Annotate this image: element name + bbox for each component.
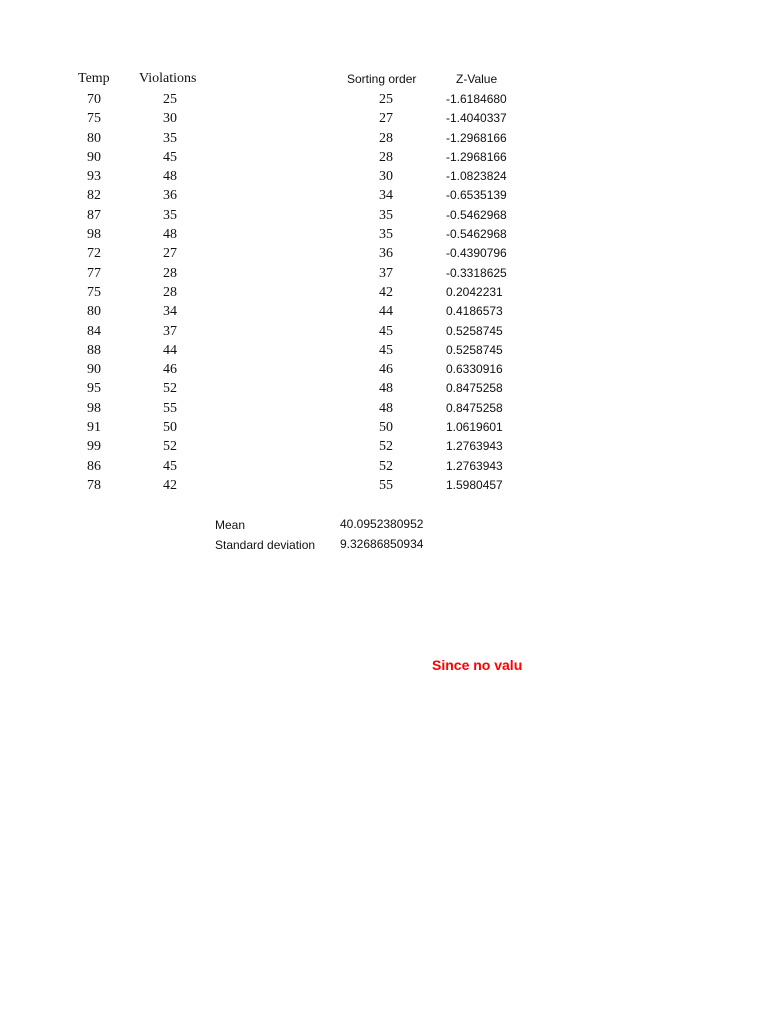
violations-cell: 27	[163, 246, 177, 262]
z-value-cell: 1.2763943	[446, 439, 503, 454]
violations-cell: 52	[163, 439, 177, 455]
violations-cell: 25	[163, 92, 177, 107]
temp-cell: 93	[87, 169, 101, 185]
z-value-cell: 0.2042231	[446, 284, 503, 299]
temp-cell: 99	[87, 439, 101, 455]
z-value-cell: 0.5258745	[446, 323, 503, 338]
sorting-order-cell: 36	[379, 246, 393, 262]
mean-label: Mean	[215, 518, 246, 532]
violations-cell: 45	[163, 149, 177, 165]
temp-column	[80, 90, 108, 495]
temp-cell: 87	[87, 207, 101, 223]
sorting-order-cell: 45	[379, 323, 393, 339]
temp-cell: 80	[87, 304, 101, 320]
temp-cell: 90	[87, 362, 101, 378]
sorting-order-cell: 27	[379, 111, 393, 127]
z-value-cell: 0.6330916	[446, 362, 503, 377]
violations-cell: 44	[163, 342, 177, 358]
sorting-order-cell: 42	[379, 284, 393, 300]
temp-cell: 77	[87, 265, 101, 281]
violations-cell: 34	[163, 304, 177, 320]
violations-cell: 55	[163, 400, 177, 416]
violations-cell: 48	[163, 169, 177, 185]
sorting-order-column	[374, 90, 398, 495]
temp-cell: 70	[87, 92, 101, 107]
temp-cell: 80	[87, 130, 101, 146]
sorting-order-cell: 48	[379, 400, 393, 416]
temp-cell: 91	[87, 420, 101, 436]
z-value-cell: 0.4186573	[446, 304, 503, 319]
violations-column	[158, 90, 182, 495]
sorting-order-cell: 52	[379, 458, 393, 474]
z-value-cell: -0.3318625	[446, 265, 507, 280]
sorting-order-cell: 44	[379, 304, 393, 320]
sorting-order-cell: 55	[379, 477, 393, 493]
violations-cell: 48	[163, 227, 177, 243]
temp-cell: 75	[87, 284, 101, 300]
temp-cell: 95	[87, 381, 101, 397]
sorting-order-cell: 28	[379, 130, 393, 146]
temp-cell: 72	[87, 246, 101, 262]
z-value-cell: 1.2763943	[446, 458, 503, 473]
violations-cell: 30	[163, 111, 177, 127]
header-z-value: Z-Value	[456, 72, 498, 86]
standard-deviation-label: Standard deviation	[215, 538, 316, 552]
standard-deviation-value: 9.32686850934	[340, 537, 424, 551]
header-temp: Temp	[78, 71, 110, 86]
sorting-order-cell: 34	[379, 188, 393, 204]
violations-cell: 46	[163, 362, 177, 378]
sorting-order-cell: 35	[379, 207, 393, 223]
z-value-cell: -0.5462968	[446, 227, 507, 242]
z-value-cell: 0.8475258	[446, 400, 503, 415]
sorting-order-cell: 46	[379, 362, 393, 378]
violations-cell: 28	[163, 265, 177, 281]
sorting-order-cell: 37	[379, 265, 393, 281]
z-value-cell: -1.4040337	[446, 111, 507, 126]
z-value-cell: 1.5980457	[446, 477, 503, 492]
header-violations: Violations	[139, 71, 197, 86]
note-cell	[432, 655, 523, 677]
sorting-order-cell: 25	[379, 92, 393, 107]
z-value-cell: -1.2968166	[446, 130, 507, 145]
temp-cell: 90	[87, 149, 101, 165]
sorting-order-cell: 45	[379, 342, 393, 358]
sorting-order-cell: 50	[379, 420, 393, 436]
z-value-column	[446, 90, 526, 495]
violations-cell: 35	[163, 130, 177, 146]
temp-cell: 98	[87, 227, 101, 243]
z-value-cell: -0.6535139	[446, 188, 507, 203]
violations-cell: 45	[163, 458, 177, 474]
z-value-cell: -1.2968166	[446, 149, 507, 164]
z-value-cell: -1.0823824	[446, 169, 507, 184]
violations-cell: 52	[163, 381, 177, 397]
temp-cell: 82	[87, 188, 101, 204]
sorting-order-cell: 52	[379, 439, 393, 455]
mean-value: 40.0952380952	[340, 517, 424, 531]
z-value-cell: 0.8475258	[446, 381, 503, 396]
violations-cell: 36	[163, 188, 177, 204]
temp-cell: 88	[87, 342, 101, 358]
z-value-cell: 0.5258745	[446, 342, 503, 357]
temp-cell: 78	[87, 477, 101, 493]
violations-cell: 50	[163, 420, 177, 436]
violations-cell: 28	[163, 284, 177, 300]
z-value-cell: -0.4390796	[446, 246, 507, 261]
z-value-cell: -1.6184680	[446, 92, 507, 106]
z-value-cell: 1.0619601	[446, 420, 503, 435]
temp-cell: 98	[87, 400, 101, 416]
z-value-cell: -0.5462968	[446, 207, 507, 222]
sorting-order-cell: 30	[379, 169, 393, 185]
sorting-order-cell: 28	[379, 149, 393, 165]
temp-cell: 84	[87, 323, 101, 339]
violations-cell: 35	[163, 207, 177, 223]
temp-cell: 86	[87, 458, 101, 474]
violations-cell: 37	[163, 323, 177, 339]
sorting-order-cell: 35	[379, 227, 393, 243]
violations-cell: 42	[163, 477, 177, 493]
temp-cell: 75	[87, 111, 101, 127]
sorting-order-cell: 48	[379, 381, 393, 397]
header-sorting-order: Sorting order	[347, 72, 417, 86]
conclusion-note: Since no valu	[432, 657, 523, 673]
